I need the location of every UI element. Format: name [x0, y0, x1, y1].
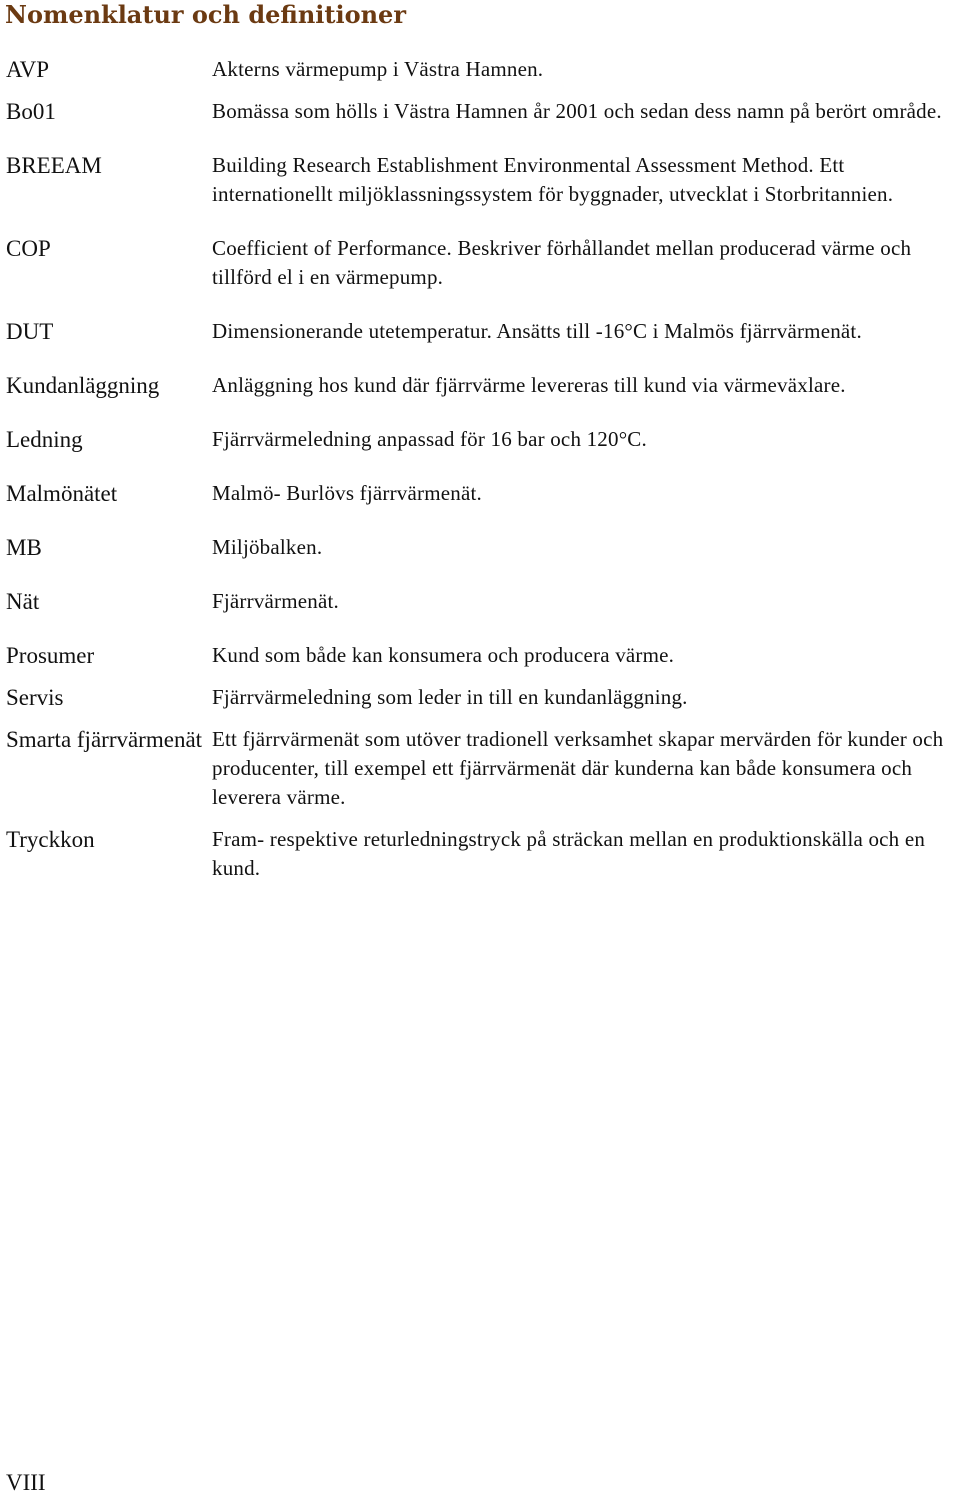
glossary-term: DUT: [6, 319, 54, 344]
glossary-list: [6, 55, 956, 883]
section-heading: Nomenklatur och definitioner: [5, 0, 406, 29]
glossary-entry: [6, 55, 956, 84]
glossary-entry: [6, 97, 956, 126]
glossary-term: MB: [6, 535, 42, 560]
glossary-definition: Anläggning hos kund där fjärrvärme levereras till kund via värmeväxlare.: [212, 373, 846, 397]
glossary-definition: Fjärrvärmeledning som leder in till en kundanläggning.: [212, 685, 688, 709]
glossary-entry: [6, 151, 956, 209]
glossary-entry: [6, 371, 956, 400]
glossary-definition: Fram- respektive returledningstryck på sträckan mellan en produktionskälla och en kund.: [212, 827, 926, 880]
glossary-definition: Coefficient of Performance. Beskriver förhållandet mellan producerad värme och tillförd el i en värmepump.: [212, 236, 912, 289]
glossary-term: AVP: [6, 57, 50, 82]
glossary-term: Smarta fjärrvärmenät: [6, 727, 203, 752]
glossary-term: Malmönätet: [6, 481, 118, 506]
glossary-entry: [6, 725, 956, 812]
glossary-definition: Kund som både kan konsumera och producera värme.: [212, 643, 675, 667]
glossary-term: Servis: [6, 685, 64, 710]
glossary-definition: Miljöbalken.: [212, 535, 323, 559]
glossary-entry: [6, 317, 956, 346]
glossary-definition: Ett fjärrvärmenät som utöver tradionell verksamhet skapar mervärden för kunder och producenter, till exempel ett fjärrvärmenät där kunderna kan både konsumera och leverera värme.: [212, 727, 944, 809]
page-number: VIII: [6, 1470, 46, 1495]
glossary-definition: Bomässa som hölls i Västra Hamnen år 2001 och sedan dess namn på berört område.: [212, 99, 942, 123]
glossary-entry: [6, 425, 956, 454]
glossary-definition: Fjärrvärmenät.: [212, 589, 339, 613]
glossary-entry: [6, 825, 956, 883]
glossary-entry: [6, 641, 956, 670]
glossary-entry: [6, 533, 956, 562]
glossary-term: Ledning: [6, 427, 83, 452]
glossary-term: Bo01: [6, 99, 56, 124]
glossary-entry: [6, 683, 956, 712]
glossary-term: COP: [6, 236, 51, 261]
glossary-definition: Malmö- Burlövs fjärrvärmenät.: [212, 481, 482, 505]
glossary-entry: [6, 234, 956, 292]
glossary-definition: Dimensionerande utetemperatur. Ansätts till -16°C i Malmös fjärrvärmenät.: [212, 319, 862, 343]
glossary-term: Kundanläggning: [6, 373, 160, 398]
glossary-definition: Building Research Establishment Environmental Assessment Method. Ett internationellt miljöklassningssystem för byggnader, utvecklat i Storbritannien.: [212, 153, 894, 206]
glossary-entry: [6, 587, 956, 616]
glossary-definition: Akterns värmepump i Västra Hamnen.: [212, 57, 544, 81]
glossary-term: Nät: [6, 589, 40, 614]
glossary-definition: Fjärrvärmeledning anpassad för 16 bar och 120°C.: [212, 427, 647, 451]
glossary-term: BREEAM: [6, 153, 102, 178]
glossary-term: Tryckkon: [6, 827, 95, 852]
glossary-entry: [6, 479, 956, 508]
glossary-term: Prosumer: [6, 643, 95, 668]
